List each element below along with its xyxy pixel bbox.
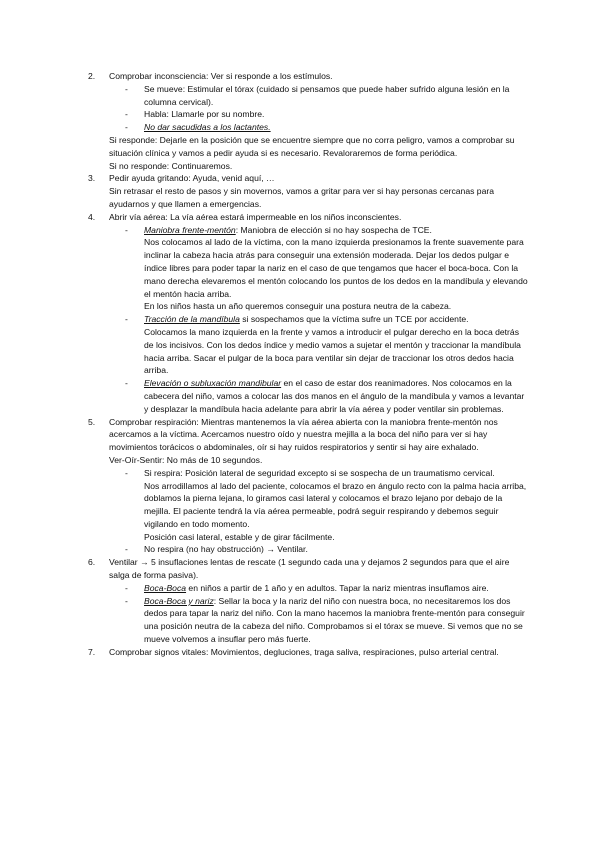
sub-item-text: Si respira: Posición lateral de seguridad excepto si se sospecha de un traumatismo cervical. [144, 467, 495, 478]
sub-item [125, 582, 528, 595]
maneuver-desc: : Maniobra de elección si no hay sospecha de TCE. [235, 224, 432, 235]
maneuver-desc: si sospechamos que la víctima sufre un TCE por accidente. [239, 314, 469, 325]
paragraph: Si no responde: Continuaremos. [109, 160, 233, 171]
sub-item-text: No dar sacudidas a los lactantes. [144, 122, 271, 133]
sub-item-text: Se mueve: Estimular el tórax (cuidado si pensamos que puede haber sufrido alguna lesión en la columna cervical). [144, 83, 510, 107]
item-title: Abrir vía aérea: La vía aérea estará impermeable en los niños inconscientes. [109, 211, 402, 222]
list-item-3 [88, 172, 528, 185]
dash-bullet: - [125, 467, 128, 478]
sub-item [125, 377, 528, 415]
item-number: 3. [88, 173, 96, 184]
item-title: Comprobar respiración: Mientras mantenemos la vía aérea abierta con la maniobra frente-mentón nos acercamos a la víctima. Acercamos nuestro oído y nuestra mejilla a la boca del niño para ver si hay movimientos torácicos o abdominales, oír si hay ruidos respiratorios y sentir si hay aire exhalado. [109, 416, 498, 453]
sub-item-text [144, 377, 528, 415]
item-number: 4. [88, 211, 96, 222]
sub-item-text: Habla: Llamarle por su nombre. [144, 109, 265, 120]
sub-item [125, 224, 528, 314]
dash-bullet: - [125, 378, 128, 389]
maneuver-name: Tracción de la mandíbula [144, 314, 240, 325]
technique-name: Boca-Boca [144, 582, 187, 593]
maneuver-name: Maniobra frente-mentón [144, 224, 236, 235]
item-title: Ventilar → 5 insuflaciones lentas de rescate (1 segundo cada una y dejamos 2 segundos para que el aire salga de forma pasiva). [109, 557, 510, 581]
paragraph: Nos colocamos al lado de la víctima, con la mano izquierda presionamos la frente suavemente para inclinar la cabeza hacia atrás para conseguir una extensión moderada. Dejar los dedos pulgar e índice libres para poder tapar la nariz en el caso de que tengamos que hacer el boca-boca. Con la mano derecha elevaremos el mentón colocando los puntos de los dedos en la mandíbula y elevando el mentón hacia arriba. [144, 237, 528, 299]
dash-bullet: - [125, 544, 128, 555]
item-number: 7. [88, 646, 96, 657]
list-item-2 [88, 70, 528, 83]
maneuver-name: Elevación o subluxación mandibular [144, 378, 282, 389]
paragraph: Nos arrodillamos al lado del paciente, colocamos el brazo en ángulo recto con la palma hacia arriba, doblamos la pierna lejana, lo giramos casi lateral y colocamos el brazo lejano por debajo de la mejilla. El paciente tendrá la vía aérea permeable, podrá seguir respirando y debemos seguir vigilando en todo momento. [144, 480, 527, 529]
list-item-6 [88, 556, 528, 582]
technique-desc: : Sellar la boca y la nariz del niño con nuestra boca, no necesitaremos los dos dedos para tapar la nariz del niño. Con la mano hacemos la maniobra frente-mentón para conseguir una posición neutra de la cabeza del niño. Comprobamos si el tórax se mueve. Si vemos que no se mueve volvemos a insuflar pero más fuerte. [144, 595, 525, 645]
paragraph: Sin retrasar el resto de pasos y sin movernos, vamos a gritar para ver si hay personas cercanas para ayudarnos y que llamen a emergencias. [109, 186, 494, 209]
item-number: 6. [88, 557, 96, 568]
sub-item [125, 121, 528, 134]
sub-item-text: No respira (no hay obstrucción) → Ventilar. [144, 544, 308, 555]
dash-bullet: - [125, 109, 128, 120]
sub-item-text [144, 595, 528, 646]
item-title: Comprobar inconsciencia: Ver si responde a los estímulos. [109, 71, 333, 81]
item-number: 5. [88, 416, 96, 427]
dash-bullet: - [125, 595, 128, 606]
sub-item-text [144, 224, 528, 237]
dash-bullet: - [125, 224, 128, 235]
dash-bullet: - [125, 122, 128, 133]
paragraph: En los niños hasta un año queremos conseguir una postura neutra de la cabeza. [144, 301, 452, 312]
list-item-4 [88, 211, 528, 224]
sub-item [125, 83, 528, 109]
sub-item [125, 467, 528, 544]
maneuver-desc: en el caso de estar dos reanimadores. Nos colocamos en la cabecera del niño, vamos a colocar las dos manos en el ángulo de la mandíbula y vamos a levantar y desplazar la mandíbula hacia adelante para abrir la vía aérea y poder ventilar sin problemas. [144, 378, 525, 414]
paragraph: Si responde: Dejarle en la posición que se encuentre siempre que no corra peligro, vamos a comprobar su situación clínica y vamos a pedir ayuda si es necesario. Revaloraremos de forma periódica. [109, 134, 515, 158]
paragraph: Colocamos la mano izquierda en la frente y vamos a introducir el pulgar derecho en la boca detrás de los incisivos. Con los dedos índice y medio vamos a sujetar el mentón y traccionar la mandíbula hacia arriba. Sacar el pulgar de la boca para ventilar sin dejar de traccionar los otros dedos hacia arriba. [144, 326, 521, 376]
item-number: 2. [88, 71, 96, 81]
sub-item [125, 543, 528, 556]
sub-item [125, 595, 528, 646]
technique-name: Boca-Boca y nariz [144, 595, 214, 606]
technique-desc: en niños a partir de 1 año y en adultos. Tapar la nariz mientras insuflamos aire. [186, 582, 489, 593]
sub-item [125, 108, 528, 121]
list-item-5 [88, 416, 528, 467]
paragraph: Posición casi lateral, estable y de girar fácilmente. [144, 531, 335, 542]
sub-item [125, 313, 528, 377]
paragraph: Ver-Oír-Sentir: No más de 10 segundos. [109, 454, 263, 465]
sub-item-text [144, 313, 528, 326]
dash-bullet: - [125, 582, 128, 593]
list-item-7 [88, 646, 528, 659]
document-body [88, 70, 528, 659]
item-title: Pedir ayuda gritando: Ayuda, venid aquí, … [109, 173, 275, 184]
dash-bullet: - [125, 83, 128, 94]
sub-item-text [144, 582, 528, 595]
dash-bullet: - [125, 314, 128, 325]
item-title: Comprobar signos vitales: Movimientos, degluciones, traga saliva, respiraciones, pulso arterial central. [109, 646, 499, 657]
